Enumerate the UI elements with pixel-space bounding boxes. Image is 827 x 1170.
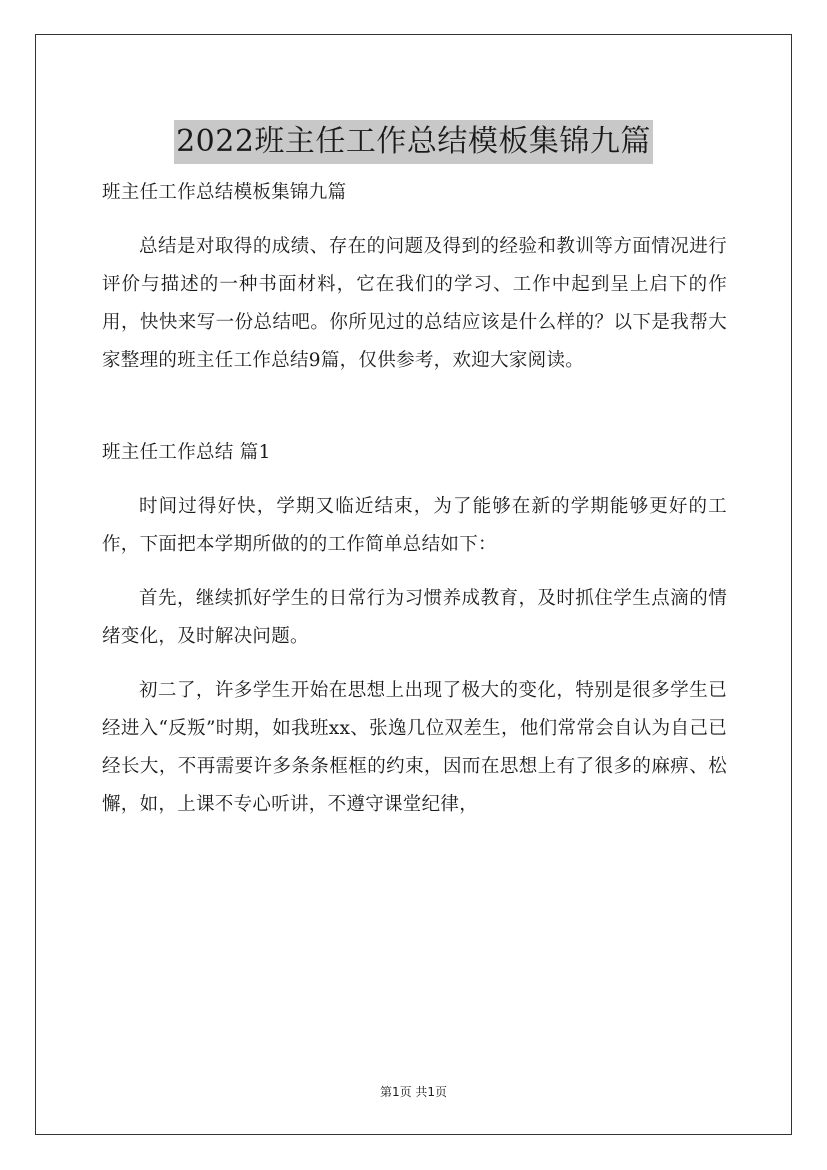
intro-paragraph: 总结是对取得的成绩、存在的问题及得到的经验和教训等方面情况进行评价与描述的一种书面材料，它在我们的学习、工作中起到呈上启下的作用，快快来写一份总结吧。你所见过的总结应该是什么样的？以下是我帮大家整理的班主任工作总结9篇，仅供参考，欢迎大家阅读。 — [102, 236, 727, 371]
document-subtitle: 班主任工作总结模板集锦九篇 — [102, 182, 347, 203]
document-body — [102, 174, 727, 840]
body-paragraph: 初二了，许多学生开始在思想上出现了极大的变化，特别是很多学生已经进入“反叛”时期，如我班xx、张逸几位双差生，他们常常会自认为自己已经长大，不再需要许多条条框框的约束，因而在思想上有了很多的麻痹、松懈，如，上课不专心听讲，不遵守课堂纪律， — [102, 680, 727, 815]
document-title: 2022班主任工作总结模板集锦九篇 — [174, 120, 653, 164]
body-paragraph: 首先，继续抓好学生的日常行为习惯养成教育，及时抓住学生点滴的情绪变化，及时解决问题。 — [102, 588, 727, 647]
section-heading: 班主任工作总结 篇1 — [102, 442, 271, 463]
body-paragraph: 时间过得好快，学期又临近结束，为了能够在新的学期能够更好的工作，下面把本学期所做的的工作简单总结如下： — [102, 496, 727, 555]
page-footer: 第1页 共1页 — [379, 1085, 448, 1099]
title-container — [0, 100, 827, 184]
